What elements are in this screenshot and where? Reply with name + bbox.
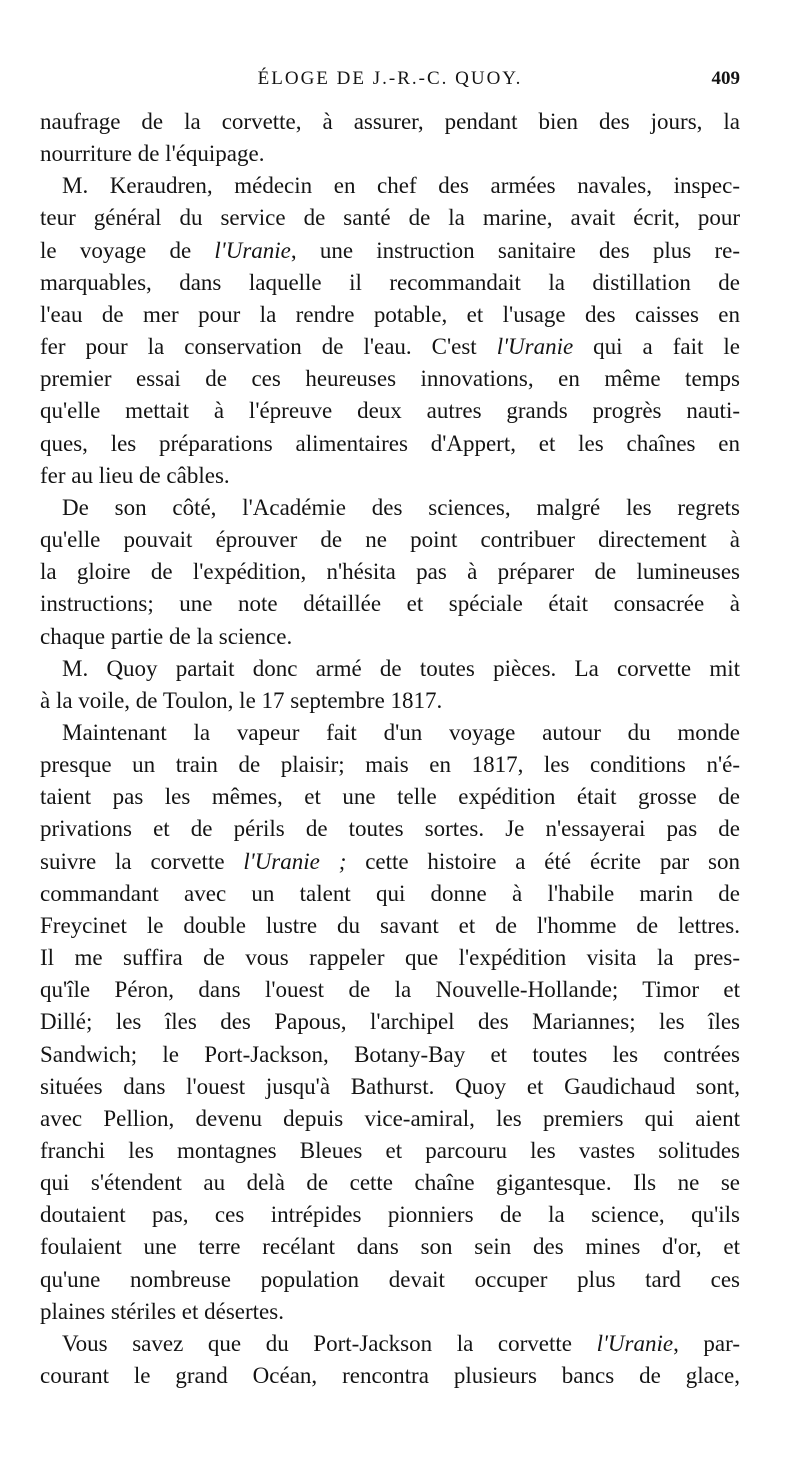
text-line [40, 267, 740, 299]
text-segment: franchi les montagnes Bleues et parcouru les vastes solitudes [40, 1138, 740, 1163]
text-line [40, 1006, 740, 1038]
text-line [40, 1328, 740, 1360]
text-line [40, 524, 740, 556]
text-segment: qu'une nombreuse population devait occuper plus tard ces [40, 1266, 740, 1292]
text-segment: Maintenant la vapeur fait d'un voyage autour du monde [62, 719, 740, 745]
text-line [40, 170, 740, 202]
text-segment: marquables, dans laquelle il recommandait la distillation de [40, 269, 740, 295]
text-segment: qu'elle mettait à l'épreuve deux autres grands progrès nauti- [40, 398, 740, 424]
text-segment: Vous savez que du Port-Jackson la corvette [62, 1330, 597, 1356]
text-line [40, 428, 740, 460]
text-line [40, 910, 740, 942]
running-title: ÉLOGE DE J.-R.-C. QUOY. [257, 68, 523, 89]
text-segment: situées dans l'ouest jusqu'à Bathurst. Quoy et Gaudichaud sont, [40, 1073, 740, 1099]
text-segment: la gloire de l'expédition, n'hésita pas à préparer de lumineuses [40, 559, 740, 585]
text-line [40, 974, 740, 1006]
text-line [40, 299, 740, 331]
text-segment: , par- [673, 1330, 740, 1356]
text-segment: M. Quoy partait donc armé de toutes pièces. La corvette mit [62, 655, 740, 681]
text-segment: nourriture de l'équipage. [40, 141, 265, 167]
text-segment: privations et de périls de toutes sortes. Je n'essayerai pas de [40, 816, 740, 842]
italic-text: l'Uranie [496, 334, 574, 360]
text-line [40, 1360, 740, 1392]
text-segment: suivre la corvette [40, 848, 244, 874]
text-line [40, 492, 740, 524]
text-segment: naufrage de la corvette, à assurer, pendant bien des jours, la [40, 109, 740, 134]
text-line [40, 1039, 740, 1071]
text-line [40, 1264, 740, 1296]
text-line [40, 942, 740, 974]
text-line [40, 395, 740, 427]
text-line [40, 749, 740, 781]
text-line [40, 813, 740, 845]
text-line [40, 846, 740, 878]
text-segment: Sandwich; le Port-Jackson, Botany-Bay et toutes les contrées [40, 1041, 740, 1067]
text-line [40, 1071, 740, 1103]
text-segment: qui a fait le [573, 334, 740, 360]
text-line [40, 653, 740, 685]
text-segment: chaque partie de la science. [40, 623, 293, 649]
text-segment: M. Keraudren, médecin en chef des armées navales, inspec- [62, 173, 740, 199]
text-segment: premier essai de ces heureuses innovations, en même temps [40, 366, 740, 392]
text-segment: Il me suffira de vous rappeler que l'expédition visita la pres- [40, 945, 740, 971]
text-line [40, 556, 740, 588]
text-segment: qu'île Péron, dans l'ouest de la Nouvelle-Hollande; Timor et [40, 977, 740, 1003]
text-segment: taient pas les mêmes, et une telle expédition était grosse de [40, 784, 740, 810]
text-segment: foulaient une terre recélant dans son sein des mines d'or, et [40, 1234, 740, 1260]
text-line [40, 1199, 740, 1231]
text-line [40, 202, 740, 234]
text-line [40, 138, 740, 170]
text-segment: le voyage de [40, 237, 215, 263]
text-line [40, 1231, 740, 1263]
text-segment: plaines stériles et désertes. [40, 1298, 284, 1324]
text-line [40, 106, 740, 138]
text-segment: qui s'étendent au delà de cette chaîne gigantesque. Ils ne se [40, 1170, 740, 1196]
italic-text: l'Uranie [214, 237, 291, 263]
text-line [40, 621, 740, 653]
text-segment: , une instruction sanitaire des plus re- [290, 237, 740, 263]
text-segment: fer pour la conservation de l'eau. C'est [40, 334, 497, 360]
text-line [40, 235, 740, 267]
text-segment: ques, les préparations alimentaires d'Appert, et les chaînes en [40, 430, 740, 456]
text-segment: à la voile, de Toulon, le 17 septembre 1817. [40, 687, 443, 713]
text-line [40, 878, 740, 910]
text-segment: Dillé; les îles des Papous, l'archipel des Mariannes; les îles [40, 1009, 740, 1035]
text-line [40, 685, 740, 717]
text-line [40, 363, 740, 395]
text-line [40, 1103, 740, 1135]
text-line [40, 1167, 740, 1199]
page-header [40, 60, 740, 100]
text-line [40, 1296, 740, 1328]
italic-text: l'Uranie [596, 1330, 674, 1356]
text-segment: avec Pellion, devenu depuis vice-amiral, les premiers qui aient [40, 1105, 740, 1131]
text-line [40, 781, 740, 813]
body-text [40, 106, 740, 1392]
text-segment: fer au lieu de câbles. [40, 462, 230, 488]
text-segment: presque un train de plaisir; mais en 1817, les conditions n'é- [40, 752, 740, 778]
text-segment: commandant avec un talent qui donne à l'habile marin de [40, 880, 740, 906]
text-segment: teur général du service de santé de la marine, avait écrit, pour [40, 205, 740, 231]
text-segment: De son côté, l'Académie des sciences, malgré les regrets [62, 494, 740, 520]
text-segment: Freycinet le double lustre du savant et de l'homme de lettres. [40, 912, 740, 938]
page-number: 409 [711, 68, 740, 89]
text-segment: cette histoire a été écrite par son [346, 848, 740, 874]
text-line [40, 460, 740, 492]
text-line [40, 717, 740, 749]
text-segment: qu'elle pouvait éprouver de ne point contribuer directement à [40, 527, 740, 553]
italic-text: l'Uranie ; [243, 848, 347, 874]
text-line [40, 1135, 740, 1167]
text-line [40, 588, 740, 620]
text-segment: l'eau de mer pour la rendre potable, et l'usage des caisses en [40, 301, 740, 327]
text-segment: courant le grand Océan, rencontra plusieurs bancs de glace, [40, 1363, 740, 1389]
text-segment: doutaient pas, ces intrépides pionniers de la science, qu'ils [40, 1202, 740, 1228]
text-segment: instructions; une note détaillée et spéciale était consacrée à [40, 591, 740, 617]
text-line [40, 331, 740, 363]
